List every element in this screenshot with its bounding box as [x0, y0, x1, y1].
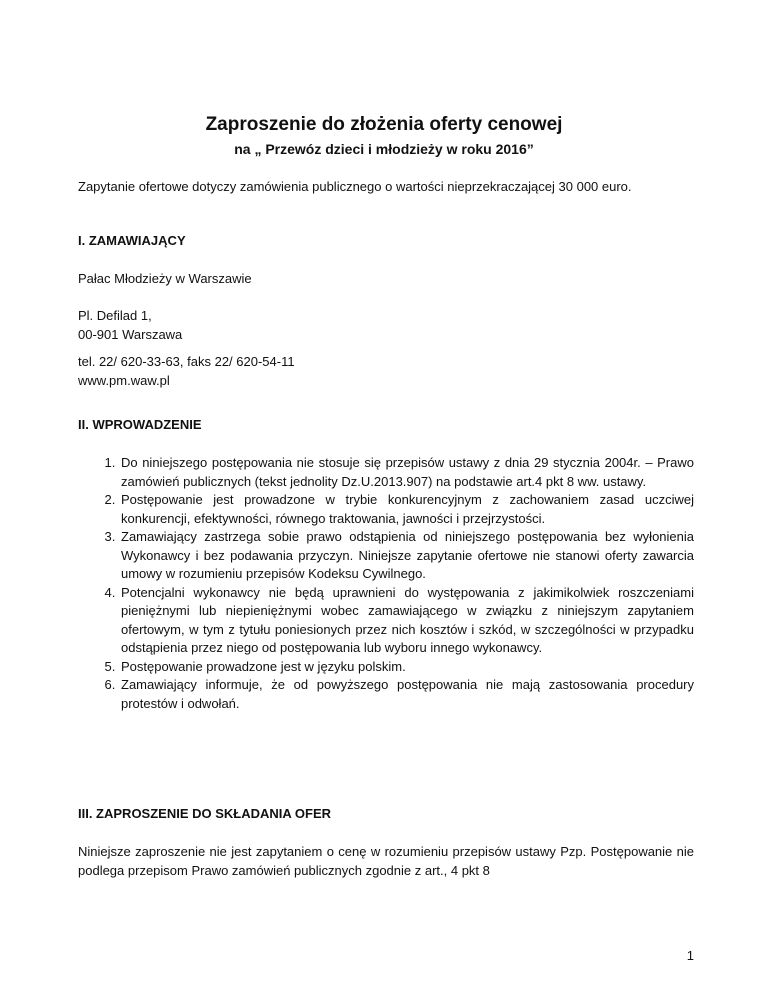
contact-info — [78, 353, 694, 390]
org-name: Pałac Młodzieży w Warszawie — [78, 271, 252, 286]
list-item: 2. Postępowanie jest prowadzone w trybie konkurencyjnym z zachowaniem zasad uczciwej konkurencji, efektywności, równego traktowania, jawności i przejrzystości. — [119, 491, 694, 528]
section3-paragraph — [78, 843, 694, 880]
section2-list — [78, 454, 694, 713]
list-item: 5. Postępowanie prowadzone jest w języku polskim. — [119, 658, 694, 677]
list-item: 3. Zamawiający zastrzega sobie prawo odstąpienia od niniejszego postępowania bez wyłonienia Wykonawcy i bez podawania przyczyn. Niniejsze zapytanie ofertowe nie stanowi oferty zawarcia umowy w rozumieniu przepisów Kodeksu Cywilnego. — [119, 528, 694, 584]
section2-heading: II. WPROWADZENIE — [78, 417, 202, 432]
section2-list-container — [78, 454, 694, 713]
phone-fax: tel. 22/ 620-33-63, faks 22/ 620-54-11 — [78, 354, 295, 369]
section1-heading: I. ZAMAWIAJĄCY — [78, 233, 186, 248]
intro-text: Zapytanie ofertowe dotyczy zamówienia publicznego o wartości nieprzekraczającej 30 000 euro. — [78, 179, 632, 194]
document-subtitle: na „ Przewóz dzieci i młodzieży w roku 2016” — [234, 141, 534, 157]
address — [78, 307, 694, 344]
page-number: 1 — [686, 948, 694, 963]
address-line2: 00-901 Warszawa — [78, 326, 183, 342]
list-item: 6. Zamawiający informuje, że od powyższego postępowania nie mają zastosowania procedury protestów i odwołań. — [119, 676, 694, 713]
document-title: Zaproszenie do złożenia oferty cenowej — [205, 114, 563, 135]
website-link[interactable]: www.pm.waw.pl — [78, 372, 170, 388]
intro-paragraph — [78, 178, 694, 197]
section3-text: Niniejsze zaproszenie nie jest zapytaniem o cenę w rozumieniu przepisów ustawy Pzp. Postępowanie nie podlega przepisom Prawo zamówień publicznych zgodnie z art., 4 pkt 8 — [78, 844, 694, 878]
list-item: 4. Potencjalni wykonawcy nie będą uprawnieni do występowania z jakimikolwiek roszczeniami pieniężnymi lub niepieniężnymi wobec zamawiającego w związku z niniejszym zapytaniem ofertowym, w tym z tytułu poniesionych przez nich kosztów i szkód, w szczególności w przypadku odstąpienia przez niego od postępowania lub wyboru innego wykonawcy. — [119, 584, 694, 658]
section3-heading: III. ZAPROSZENIE DO SKŁADANIA OFER — [78, 806, 332, 821]
address-line1: Pl. Defilad 1, — [78, 308, 152, 323]
list-item: 1. Do niniejszego postępowania nie stosuje się przepisów ustawy z dnia 29 stycznia 2004r. – Prawo zamówień publicznych (tekst jednolity Dz.U.2013.907) na podstawie art.4 pkt 8 ww. ustawy. — [119, 454, 694, 491]
